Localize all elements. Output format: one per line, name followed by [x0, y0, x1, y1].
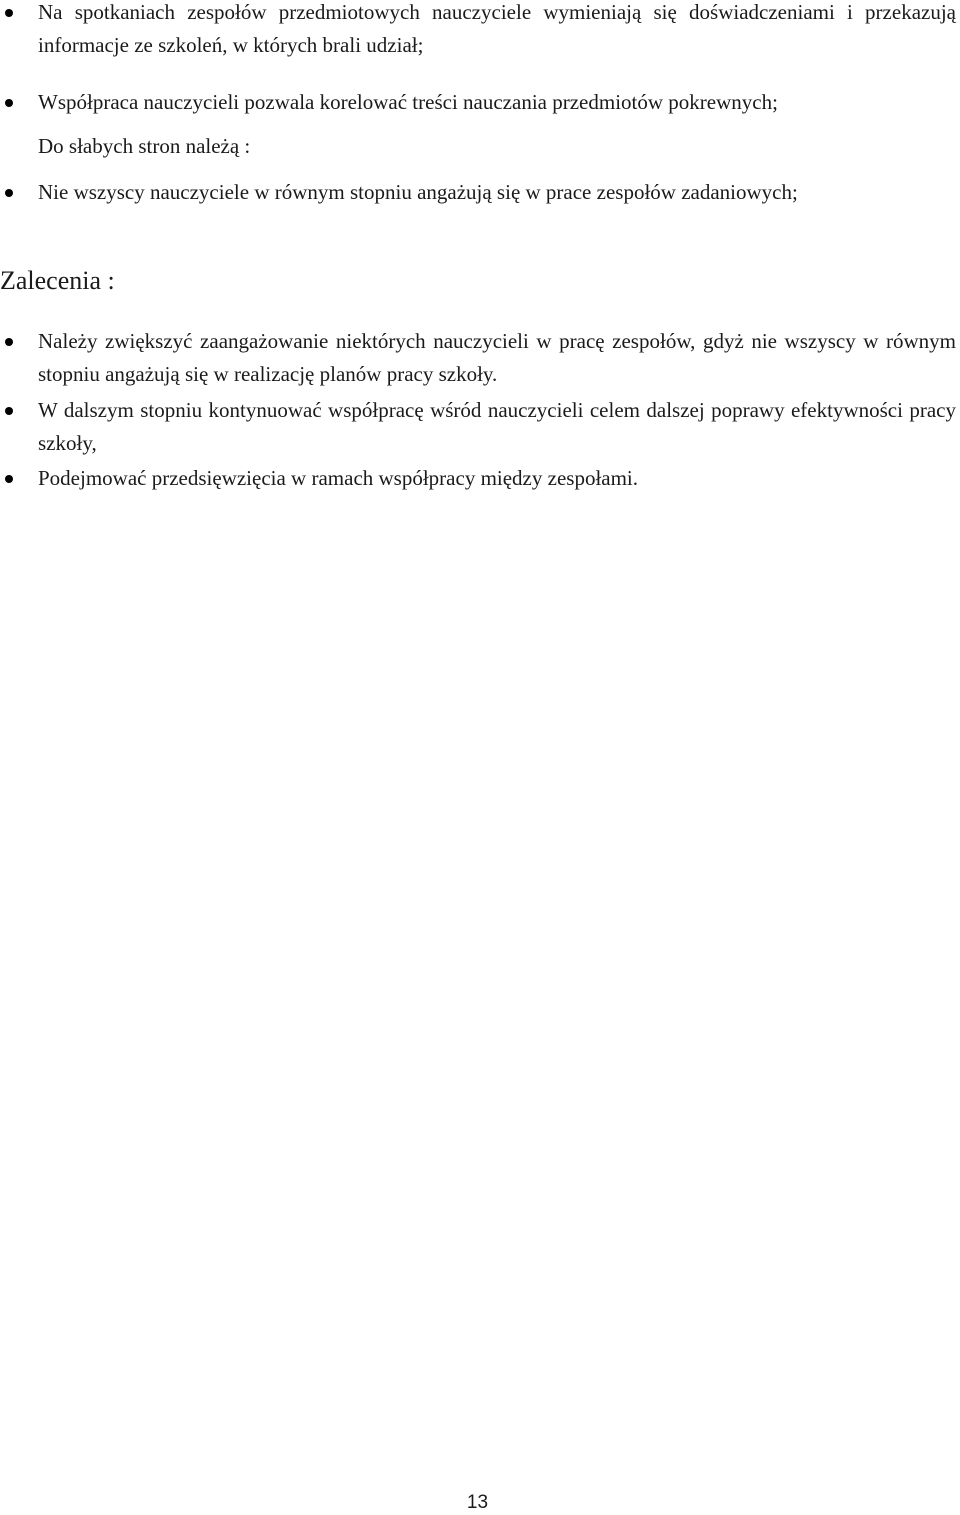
strength-item-2: [38, 86, 956, 119]
bullet-icon: [5, 475, 13, 483]
strength-item-1: [38, 0, 956, 62]
bullet-icon: [5, 407, 13, 415]
bullet-icon: [5, 189, 13, 197]
weaknesses-intro: Do słabych stron należą :: [38, 134, 251, 158]
recommendation-item-text: Należy zwiększyć zaangażowanie niektórych nauczycieli w pracę zespołów, gdyż nie wszyscy w równym stopniu angażują się w realizację planów pracy szkoły.: [38, 329, 956, 386]
recommendation-item-1: [38, 325, 956, 391]
recommendation-item-text: W dalszym stopniu kontynuować współpracę wśród nauczycieli celem dalszej poprawy efektywności pracy szkoły,: [38, 398, 956, 455]
bullet-icon: [5, 9, 13, 17]
page-number: 13: [466, 1492, 489, 1513]
weakness-item-1: [38, 176, 956, 209]
recommendation-item-3: [38, 462, 956, 495]
recommendations-heading: Zalecenia :: [0, 266, 115, 295]
weakness-item-text: Nie wszyscy nauczyciele w równym stopniu angażują się w prace zespołów zadaniowych;: [38, 180, 798, 204]
strength-item-text: Na spotkaniach zespołów przedmiotowych nauczyciele wymieniają się doświadczeniami i przekazują informacje ze szkoleń, w których brali udział;: [38, 0, 956, 57]
bullet-icon: [5, 99, 13, 107]
recommendation-item-2: [38, 394, 956, 460]
strength-item-text: Współpraca nauczycieli pozwala korelować treści nauczania przedmiotów pokrewnych;: [38, 90, 778, 114]
recommendation-item-text: Podejmować przedsięwzięcia w ramach współpracy między zespołami.: [38, 466, 639, 490]
bullet-icon: [5, 338, 13, 346]
